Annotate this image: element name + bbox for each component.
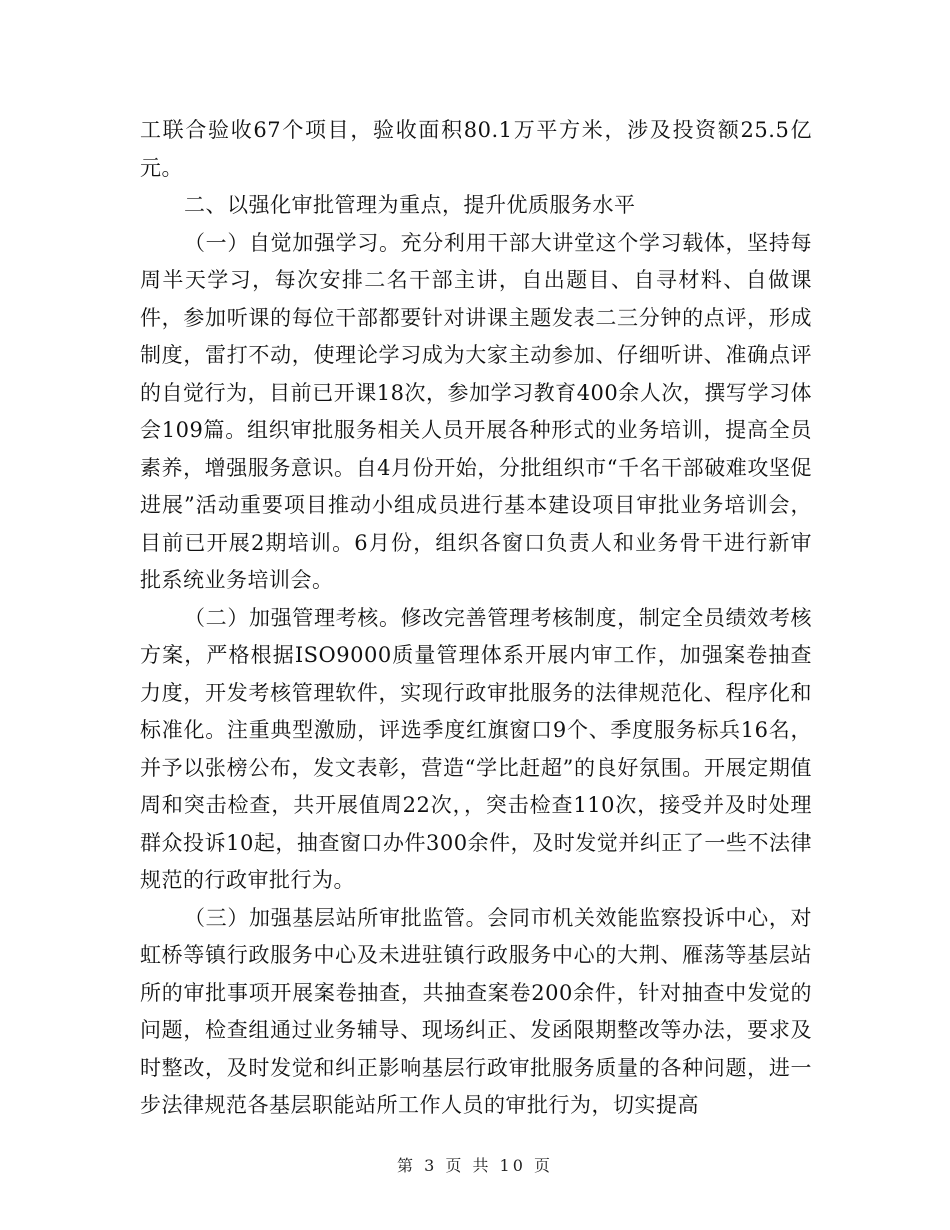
document-body bbox=[140, 112, 812, 1125]
paragraph-study: （一）自觉加强学习。充分利用干部大讲堂这个学习载体，坚持每周半天学习，每次安排二名干部主讲，自出题目、自寻材料、自做课件，参加听课的每位干部都要针对讲课主题发表二三分钟的点评，形成制度，雷打不动，使理论学习成为大家主动参加、仔细听讲、准确点评的自觉行为，目前已开课18次，参加学习教育400余人次，撰写学习体会109篇。组织审批服务相关人员开展各种形式的业务培训，提高全员素养，增强服务意识。自4月份开始，分批组织市“千名干部破难攻坚促进展”活动重要项目推动小组成员进行基本建设项目审批业务培训会，目前已开展2期培训。6月份，组织各窗口负责人和业务骨干进行新审批系统业务培训会。 bbox=[140, 230, 812, 592]
paragraph-continuation: 工联合验收67个项目，验收面积80.1万平方米，涉及投资额25.5亿元。 bbox=[140, 118, 812, 180]
paragraph-grassroots-supervision: （三）加强基层站所审批监管。会同市机关效能监察投诉中心，对虹桥等镇行政服务中心及未进驻镇行政服务中心的大荆、雁荡等基层站所的审批事项开展案卷抽查，共抽查案卷200余件，针对抽查中发觉的问题，检查组通过业务辅导、现场纠正、发函限期整改等办法，要求及时整改，及时发觉和纠正影响基层行政审批服务质量的各种问题，进一步法律规范各基层职能站所工作人员的审批行为，切实提高 bbox=[140, 905, 812, 1117]
page-footer: 第 3 页 共 10 页 bbox=[397, 1156, 553, 1175]
section-heading: 二、以强化审批管理为重点，提升优质服务水平 bbox=[184, 193, 636, 217]
paragraph-management-assessment: （二）加强管理考核。修改完善管理考核制度，制定全员绩效考核方案，严格根据ISO9000质量管理体系开展内审工作，加强案卷抽查力度，开发考核管理软件，实现行政审批服务的法律规范化、程序化和标准化。注重典型激励，评选季度红旗窗口9个、季度服务标兵16名，并予以张榜公布，发文表彰，营造“学比赶超”的良好氛围。开展定期值周和突击检查，共开展值周22次，，突击检查110次，接受并及时处理群众投诉10起，抽查窗口办件300余件，及时发觉并纠正了一些不法律规范的行政审批行为。 bbox=[140, 605, 812, 892]
